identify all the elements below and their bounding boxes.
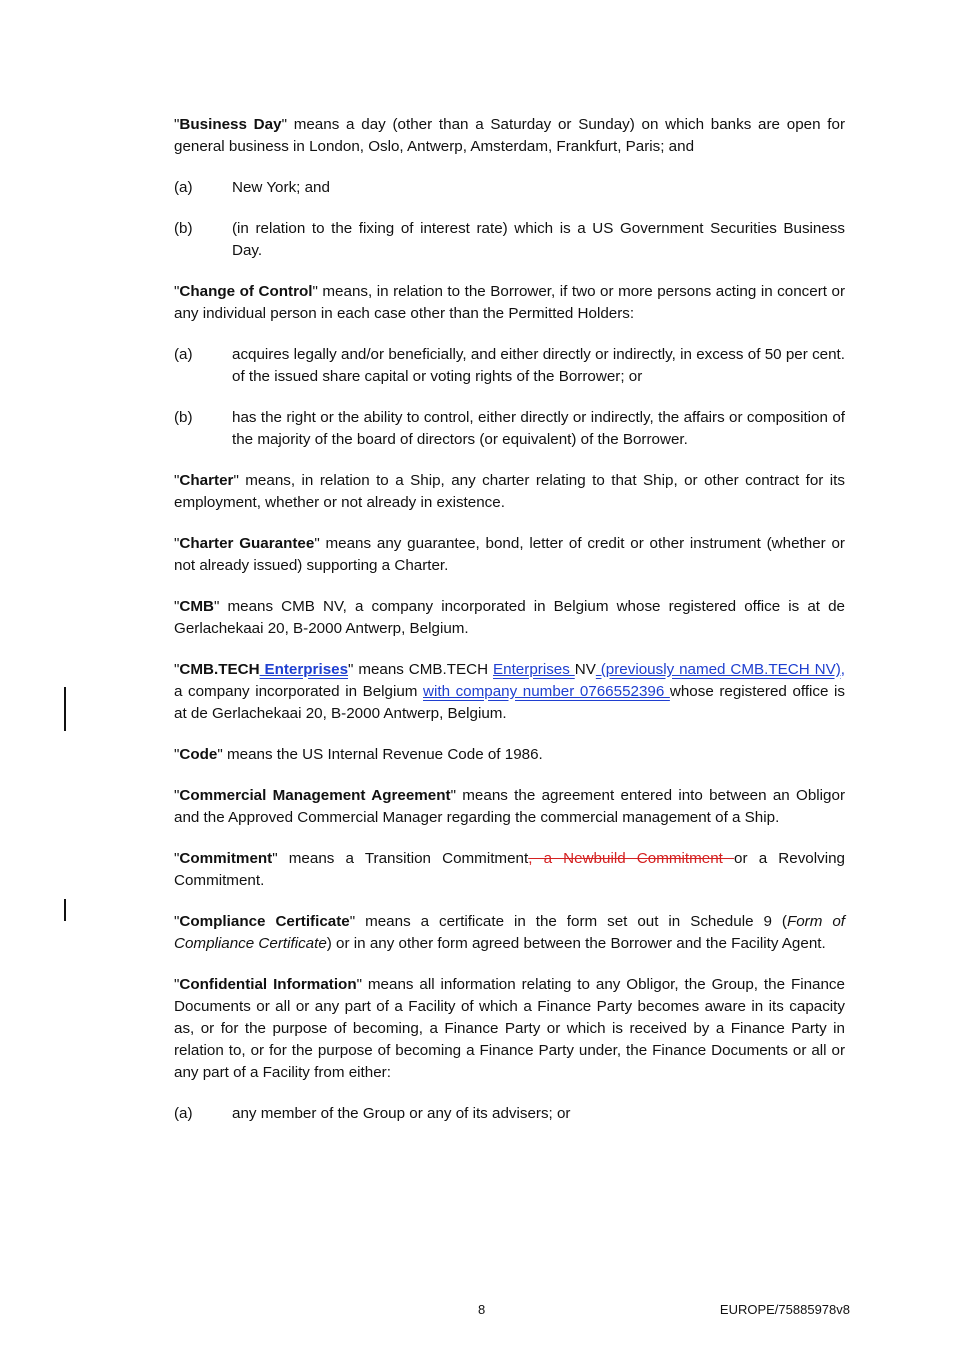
inserted-text: (previously named CMB.TECH NV), (595, 661, 845, 678)
term: Commercial Management Agreement (179, 787, 451, 804)
inserted-text: Enterprises (259, 661, 349, 678)
term: Charter Guarantee (179, 535, 315, 552)
term: Code (179, 746, 218, 763)
page-number: 8 (478, 1302, 486, 1317)
list-item: (a) any member of the Group or any of its advisers; or (174, 1105, 571, 1122)
term: CMB.TECH (179, 661, 260, 678)
definition-cmb: "CMB" means CMB NV, a company incorporated in Belgium whose registered office is at de Gerlachekaai 20, B-2000 Antwerp, Belgium. (174, 598, 845, 637)
definition-confidential-information: "Confidential Information" means all information relating to any Obligor, the Group, the Finance Documents or all or any part of a Facility of which a Finance Party becomes aware in its capacity as, or for the purpose of becoming, a Finance Party or which is received by a Finance Party in relation to, or for the purpose of becoming a Finance Party under, the Finance Documents or all or any part of a Facility from either: (174, 976, 845, 1081)
term: Confidential Information (179, 976, 357, 993)
list-item: (a) acquires legally and/or beneficially, and either directly or indirectly, in excess of 50 per cent. of the issued share capital or voting rights of the Borrower; or (174, 346, 845, 385)
definition-charter-guarantee: "Charter Guarantee" means any guarantee, bond, letter of credit or other instrument (whether or not already issued) supporting a Charter. (174, 535, 845, 574)
change-bar (64, 687, 66, 731)
term: Business Day (179, 116, 282, 133)
definition-business-day: "Business Day" means a day (other than a Saturday or Sunday) on which banks are open for general business in London, Oslo, Antwerp, Amsterdam, Frankfurt, Paris; and (174, 116, 846, 155)
term: Change of Control (179, 283, 313, 300)
list-item: (a) New York; and (174, 179, 330, 196)
definition-change-of-control: "Change of Control" means, in relation to the Borrower, if two or more persons acting in concert or any individual person in each case other than the Permitted Holders: (174, 283, 846, 322)
definition-code: "Code" means the US Internal Revenue Code of 1986. (174, 746, 543, 763)
definition-cmb-tech: "CMB.TECH Enterprises" means CMB.TECH Enterprises NV (previously named CMB.TECH NV), a company incorporated in Belgium with company number 0766552396 whose registered office is at de Gerlachekaai 20, B-2000 Antwerp, Belgium. (174, 661, 845, 722)
document-reference: EUROPE/75885978v8 (719, 1302, 850, 1317)
document-page (174, 114, 845, 1144)
inserted-text: with company number 0766552396 (423, 683, 670, 700)
list-item: (b) (in relation to the fixing of interest rate) which is a US Government Securities Business Day. (174, 220, 845, 259)
term: Charter (179, 472, 234, 489)
term: Compliance Certificate (179, 913, 350, 930)
definition-compliance-certificate: "Compliance Certificate" means a certificate in the form set out in Schedule 9 (Form of Compliance Certificate) or in any other form agreed between the Borrower and the Facility Agent. (174, 913, 845, 952)
definition-commercial-management-agreement: "Commercial Management Agreement" means the agreement entered into between an Obligor and the Approved Commercial Manager regarding the commercial management of a Ship. (174, 787, 846, 826)
definition-commitment: "Commitment" means a Transition Commitment, a Newbuild Commitment or a Revolving Commitment. (174, 850, 845, 889)
change-bar (64, 899, 66, 921)
inserted-text: Enterprises (493, 661, 575, 678)
definition-charter: "Charter" means, in relation to a Ship, any charter relating to that Ship, or other contract for its employment, whether or not already in existence. (174, 472, 845, 511)
term: CMB (179, 598, 214, 615)
deleted-text: , a Newbuild Commitment (528, 850, 735, 867)
term: Commitment (179, 850, 273, 867)
list-item: (b) has the right or the ability to control, either directly or indirectly, the affairs or composition of the majority of the board of directors (or equivalent) of the Borrower. (174, 409, 845, 448)
